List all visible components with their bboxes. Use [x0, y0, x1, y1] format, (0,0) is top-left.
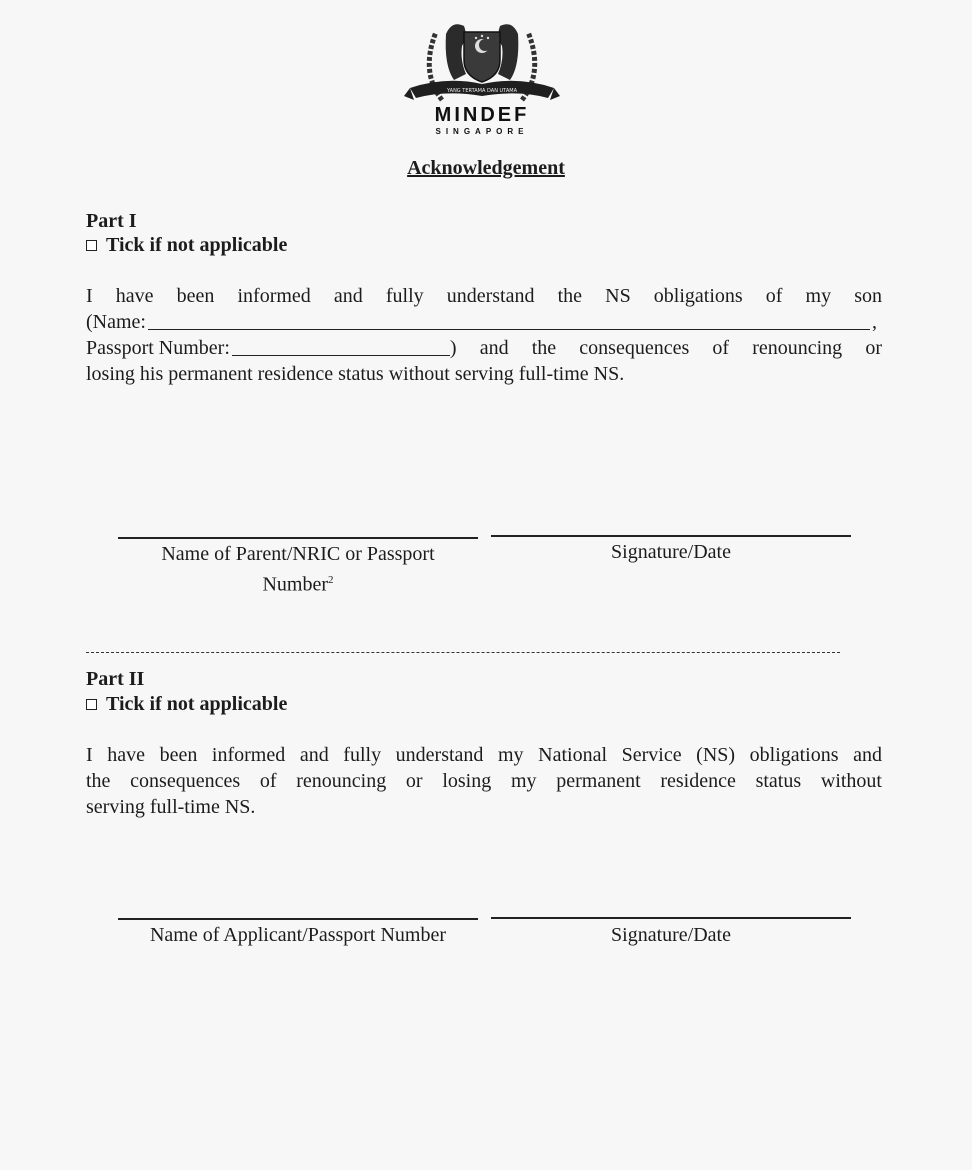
parent-signature-date-label: Signature/Date [611, 541, 731, 563]
logo-subtitle: SINGAPORE [435, 127, 529, 136]
mindef-crest-logo [402, 12, 562, 112]
footnote-ref: 2 [328, 574, 334, 586]
section-divider [86, 652, 840, 653]
applicant-signature-date-line[interactable] [491, 917, 851, 919]
part2-line1: I have been informed and fully understand my National Service (NS) obligations and [86, 744, 882, 766]
applicant-name-label: Name of Applicant/Passport Number [149, 924, 447, 946]
part2-line3: serving full-time NS. [86, 796, 256, 818]
logo-wordmark [402, 104, 562, 138]
part1-name-line [86, 309, 882, 335]
parent-signature-date-line[interactable] [491, 535, 851, 537]
son-name-field[interactable] [148, 311, 870, 330]
part1-name-prefix: (Name: [86, 311, 146, 333]
part1-checkbox[interactable] [86, 240, 97, 251]
part2-tick-row[interactable] [86, 693, 287, 716]
part1-heading: Part I [86, 210, 137, 232]
part1-tick-row[interactable] [86, 234, 287, 257]
son-passport-field[interactable] [232, 337, 450, 356]
part1-name-suffix: , [872, 311, 877, 333]
applicant-name-signature-line[interactable] [118, 918, 478, 920]
parent-name-label-line2: Number [262, 573, 329, 596]
part2-checkbox[interactable] [86, 699, 97, 710]
parent-name-label-line1: Name of Parent/NRIC or Passport [161, 543, 435, 565]
part1-line4: losing his permanent residence status without serving full-time NS. [86, 363, 625, 385]
part1-line1: I have been informed and fully understand the NS obligations of my son [86, 285, 882, 307]
part2-tick-label: Tick if not applicable [106, 693, 288, 715]
part1-passport-line [86, 335, 882, 361]
part1-tick-label: Tick if not applicable [106, 234, 288, 256]
part1-passport-prefix: Passport Number: [86, 337, 230, 359]
part2-heading: Part II [86, 668, 145, 690]
document-title: Acknowledgement [407, 157, 565, 179]
crest-motto: YANG TERTAMA DAN UTAMA [446, 88, 518, 94]
parent-name-label [118, 541, 478, 598]
parent-name-signature-line[interactable] [118, 537, 478, 539]
logo-name: MINDEF [434, 104, 530, 126]
part2-line2: the consequences of renouncing or losing my permanent residence status without [86, 770, 882, 792]
applicant-signature-date-label: Signature/Date [611, 924, 731, 946]
part1-passport-suffix: ) and the consequences of renouncing or [449, 337, 882, 359]
